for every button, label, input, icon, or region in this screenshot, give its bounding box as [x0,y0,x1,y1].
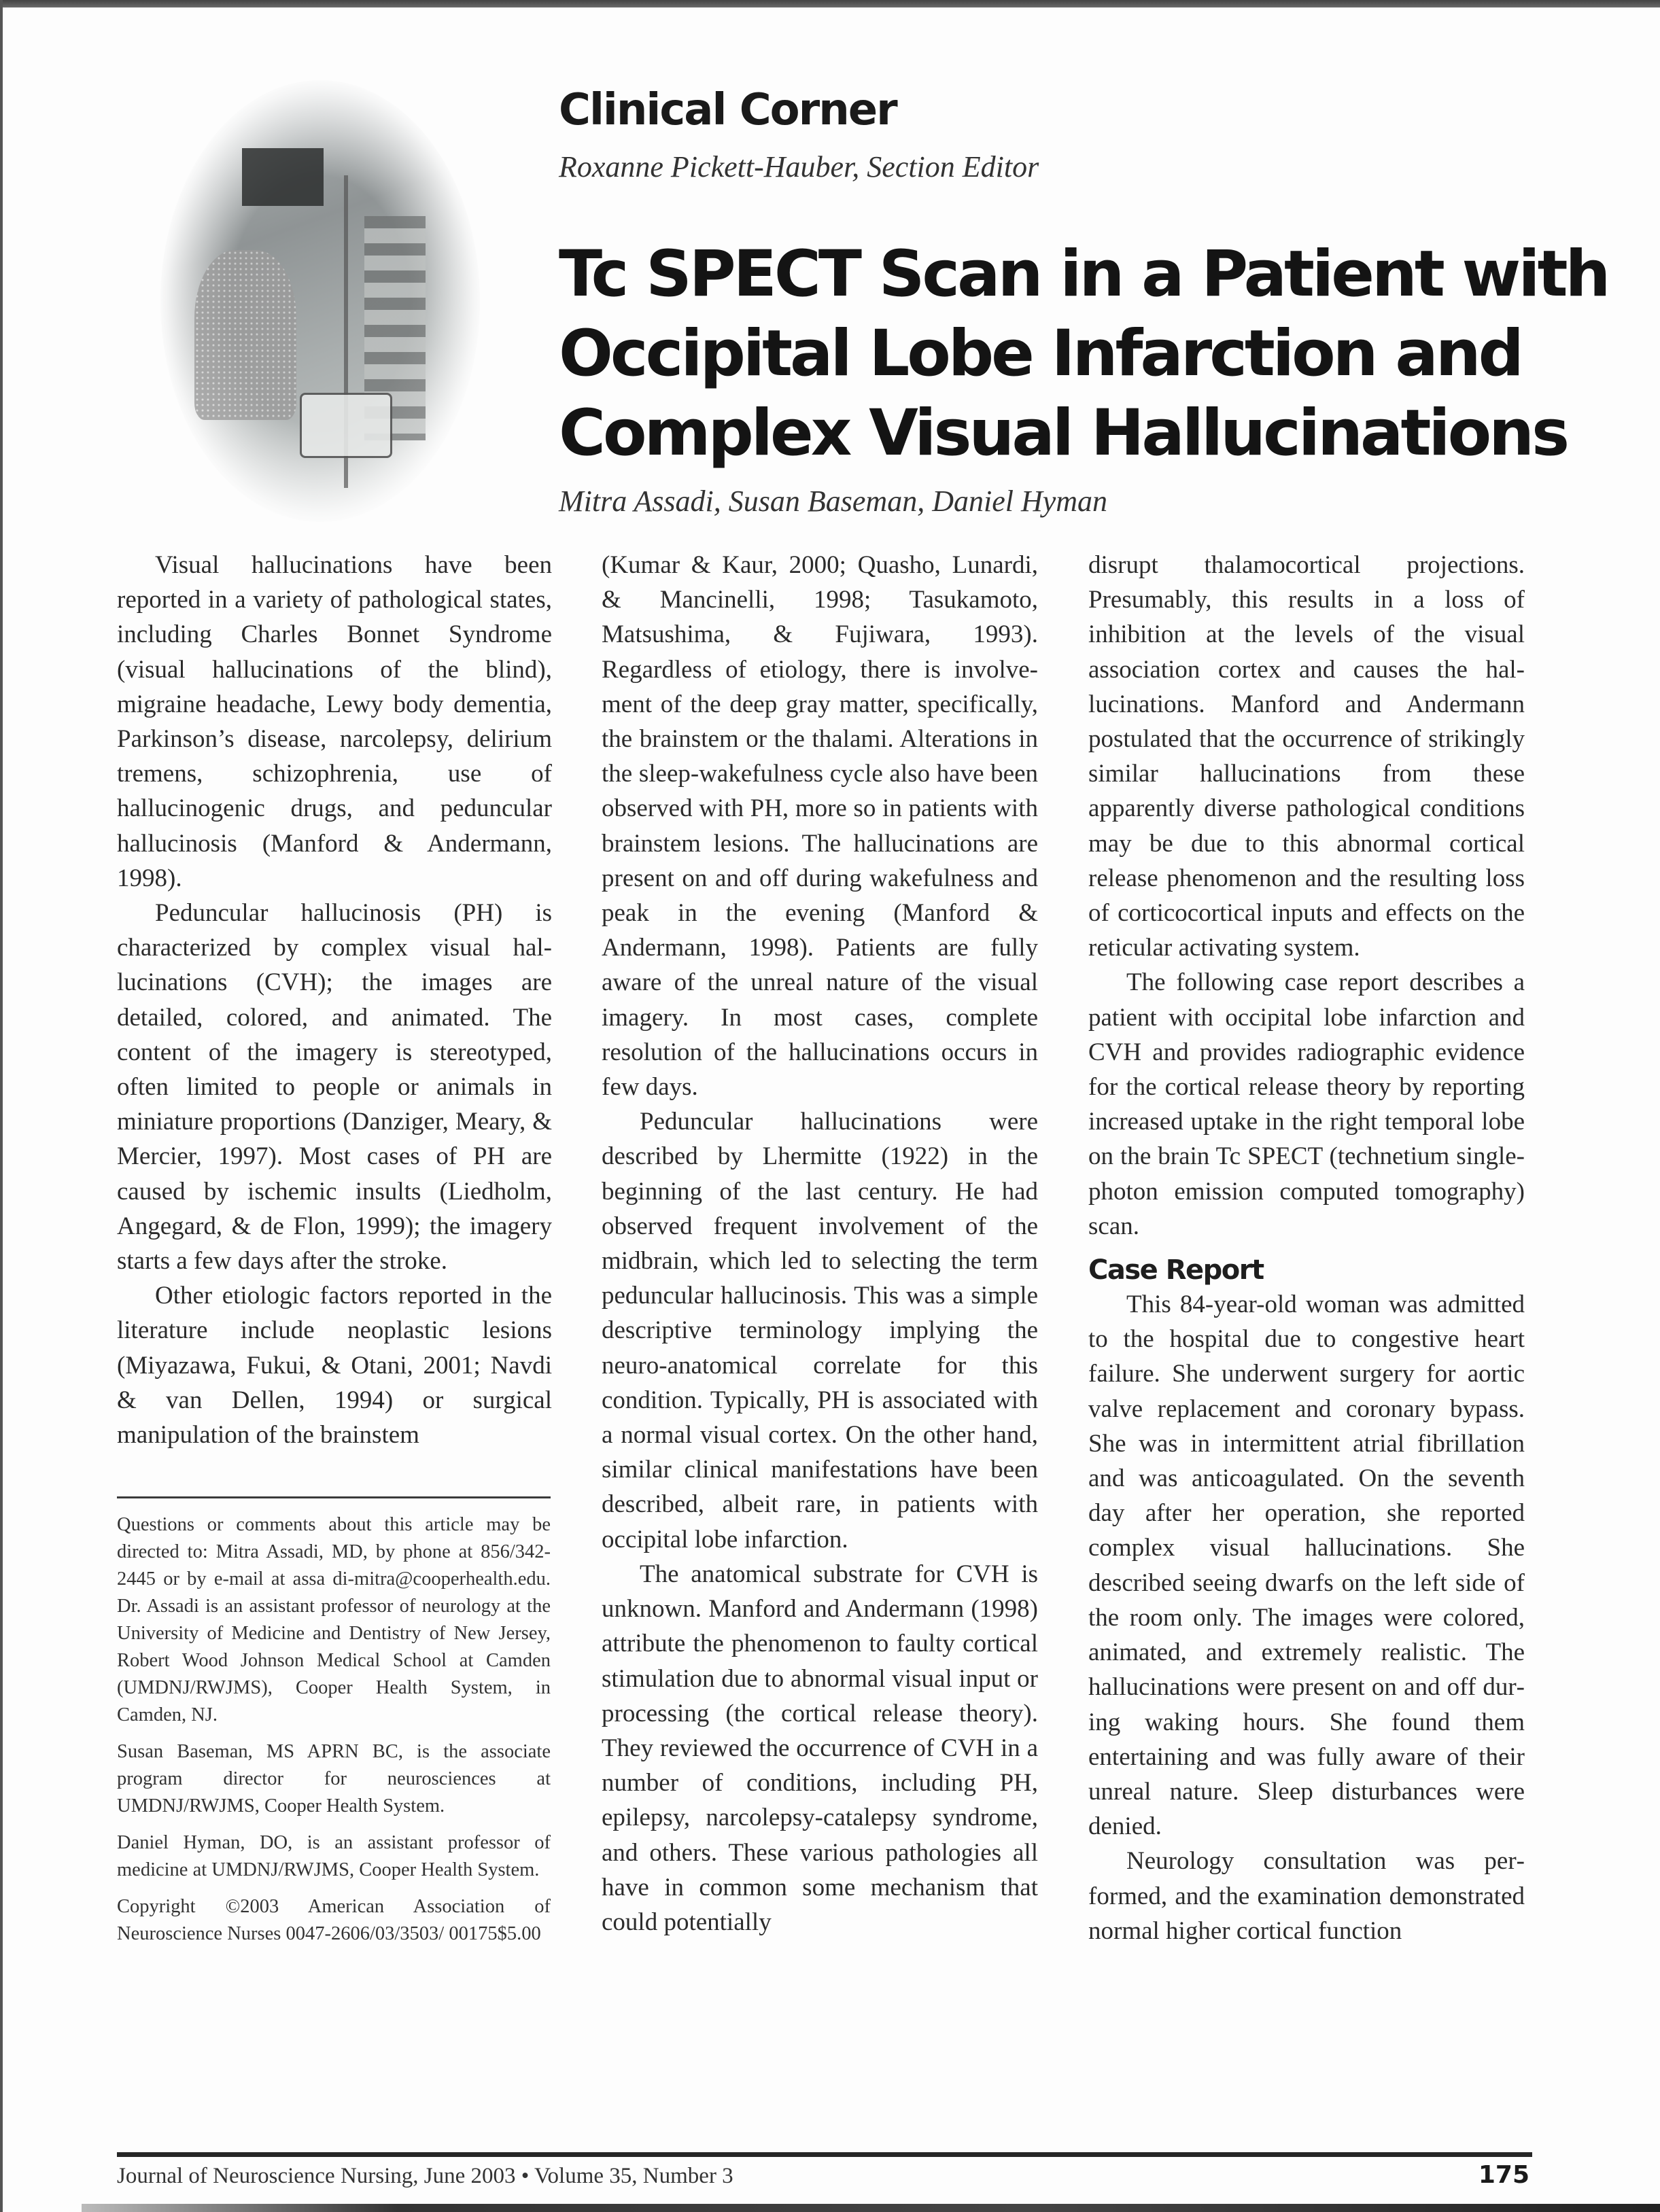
title-line: Tc SPECT Scan in a Patient with [559,237,1608,311]
section-heading-case-report: Case Report [1088,1254,1264,1286]
body-column-1 [117,548,552,1452]
title-line: Complex Visual Hallucinations [559,396,1568,470]
footnote-author-2: Susan Baseman, MS APRN BC, is the associate program director for neurosciences at UMDNJ/RWJMS, Cooper Health System. [117,1741,551,1816]
photo-nurse [194,250,296,420]
footnote-copyright: Copyright ©2003 American Association of Neuroscience Nurses 0047-2606/03/3503/ 00175$5.00 [117,1896,551,1944]
paragraph: (Kumar & Kaur, 2000; Quasho, Lunardi, & Mancinelli, 1998; Tasukamoto, Matsushima, & Fujiwara, 1993). Regardless of etiology, there is involvement of the deep gray matter, specifically, the brainstem or the thalami. Alterations in the sleep-wakefulness cycle also have been observed with PH, more so in patients with brainstem lesions. The hallucinations are present on and off during wakefulness and peak in the evening (Manford & Andermann, 1998). Patients are fully aware of the unreal nature of the visual imagery. In most cases, complete resolution of the hallucinations occurs in few days. [602,551,1038,1102]
footer-rule [117,2152,1532,2157]
footnote-divider [117,1496,551,1498]
author-byline: Mitra Assadi, Susan Baseman, Daniel Hyman [559,485,1108,518]
footnote-contact: Questions or comments about this article may be directed to: Mitra Assadi, MD, by phone at 856/342-2445 or by e-mail at assa di-mitra@cooperhealth.edu. Dr. Assadi is an assistant professor of neurology at the University of Medicine and Dentistry of New Jersey, Robert Wood Johnson Medical School at Camden (UMDNJ/RWJMS), Cooper Health System, in Camden, NJ. [117,1514,551,1725]
author-footnotes [117,1511,551,1957]
footer-journal-citation: Journal of Neuroscience Nursing, June 2003 • Volume 35, Number 3 [117,2164,733,2188]
paragraph: Peduncular hallucinosis (PH) is characterized by complex visual hallucinations (CVH); the images are detailed, colored, and animated. The content of the imagery is stereotyped, often limited to people or animals in miniature proportions (Danziger, Meary, & Mercier, 1997). Most cases of PH are caused by ischemic insults (Liedholm, Angegard, & de Flon, 1999); the imagery starts a few days after the stroke. [117,899,552,1276]
paragraph: Other etiologic factors reported in the literature include neoplastic lesions (Miyazawa, Fukui, & Otani, 2001; Navdi & van Dellen, 1994) or surgical manipulation of the brainstem [117,1282,552,1450]
page-number: 175 [1478,2161,1529,2189]
paragraph: Visual hallucinations have been reported in a variety of pathological states, including Charles Bonnet Syndrome (visual hallucinations of the blind), migraine headache, Lewy body dementia, Parkinson’s disease, narcolepsy, delirium tremens, schizophrenia, use of hallucinogenic drugs, and peduncular hallucinosis (Manford & Andermann, 1998). [117,551,552,892]
article-title [559,234,1608,473]
body-column-3 [1088,548,1525,1948]
title-line: Occipital Lobe Infarction and [559,317,1521,391]
paragraph: Peduncular hallucinations were described by Lhermitte (1922) in the beginning of the last century. He had observed frequent involvement of the midbrain, which led to selecting the term peduncular hallucinosis. This was a simple descriptive terminology implying the neuro-anatomical correlate for this condition. Typically, PH is associated with a normal visual cortex. On the other hand, similar clinical manifestations have been described, albeit rare, in patients with occipital lobe infarction. [602,1108,1038,1553]
footnote-author-3: Daniel Hyman, DO, is an assistant professor of medicine at UMDNJ/RWJMS, Cooper Health System. [117,1832,551,1880]
paragraph: Neurology consultation was performed, and the examination demonstrated normal higher cortical function [1088,1847,1525,1945]
paragraph: disrupt thalamocortical projections. Presumably, this results in a loss of inhibition at the levels of the visual association cortex and causes the hallucinations. Manford and Andermann postulated that the occurrence of strikingly similar hallucinations from these apparently diverse pathological conditions may be due to this abnormal cortical release phenomenon and the resulting loss of corticocortical inputs and effects on the reticular activating system. [1088,551,1525,962]
scan-edge-left [0,0,3,2212]
section-title: Clinical Corner [559,85,897,135]
scan-edge-bottom [82,2204,1660,2212]
vignette-photo [160,80,480,522]
photo-infusion-pump [300,393,392,458]
body-column-2 [602,548,1038,1939]
paragraph: This 84-year-old woman was admitted to the hospital due to congestive heart failure. She underwent surgery for aortic valve replacement and coronary bypass. She was in intermittent atrial fibrillation and was anticoagulated. On the seventh day after her operation, she reported complex visual hallucinations. She described seeing dwarfs on the left side of the room only. The images were colored, animated, and extremely realistic. The hallucinations were present on and off during waking hours. She found them entertaining and was fully aware of their unreal nature. Sleep disturbances were denied. [1088,1291,1525,1841]
scan-edge-top [0,0,1660,7]
paragraph: The following case report describes a patient with occipital lobe infarction and CVH and provides radiographic evidence for the cortical release theory by reporting increased uptake in the right temporal lobe on the brain Tc SPECT (technetium single-photon emission computed tomography) scan. [1088,968,1525,1240]
photo-monitor [242,148,324,206]
section-editor: Roxanne Pickett-Hauber, Section Editor [559,150,1039,183]
paragraph: The anatomical substrate for CVH is unknown. Manford and Andermann (1998) attribute the phenomenon to faulty cortical stimulation due to abnormal visual input or processing (the cortical release theory). They reviewed the occurrence of CVH in a number of conditions, including PH, epilepsy, narcolepsy-catalepsy syndrome, and others. These various pathologies all have in common some mechanism that could potentially [602,1560,1038,1936]
